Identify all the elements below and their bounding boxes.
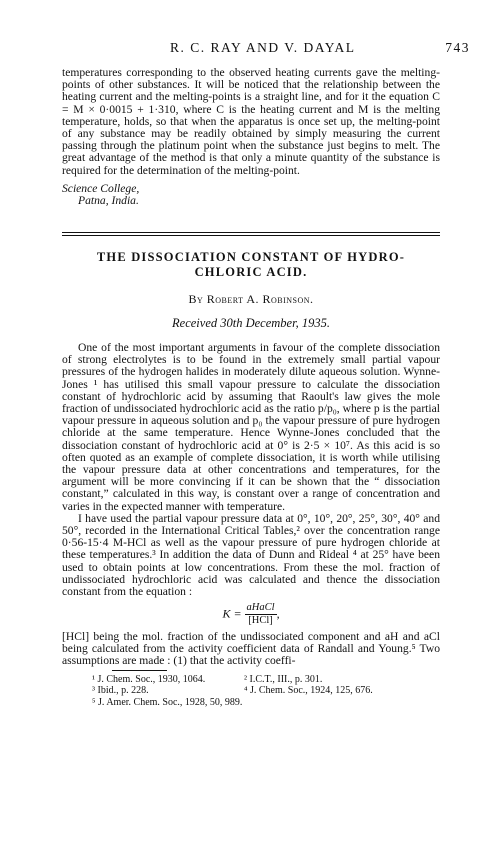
footnote-3: ³ Ibid., p. 228. <box>92 685 149 697</box>
received-date: Received 30th December, 1935. <box>172 316 330 330</box>
dissociation-equation <box>62 602 440 627</box>
address-line-2: Patna, India. <box>78 194 139 208</box>
footnote-1: ¹ J. Chem. Soc., 1930, 1064. <box>92 674 206 685</box>
footnotes <box>92 674 432 708</box>
article-title <box>62 250 440 280</box>
footnote-4: ⁴ J. Chem. Soc., 1924, 125, 676. <box>244 685 373 697</box>
footnote-rule <box>112 670 167 671</box>
address-line-1: Science College, <box>62 181 140 195</box>
footnote-2: ² I.C.T., III., p. 301. <box>244 674 323 685</box>
equation-denominator: [HCl] <box>248 615 273 627</box>
continued-paragraph: temperatures corresponding to the observed heating currents gave the melting-points of other substances. It will be noticed that the relationship between the heating current and the melting-points is a straight line, and for it the equation C = M × 0·0015 + 1·310, where C is the heating current and M is the melting temperature, holds, so that when the apparatus is once set up, the melting-point of any substance may be readily obtained by simply measuring the current passing through the platinum point when the substance just begins to melt. The great advantage of the method is that only a minute quantity of the substance is required for the determination of the melting-point. <box>62 66 440 177</box>
article-title-line-2: CHLORIC ACID. <box>194 265 308 279</box>
page-number: 743 <box>445 40 470 55</box>
paragraph-3: [HCl] being the mol. fraction of the undissociated component and aH and aCl being calculated from the activity coefficient data of Randall and Young.⁵ Two assumptions are made : (1) that the activity coeffi- <box>62 629 440 668</box>
equation-lhs: K = <box>222 606 242 621</box>
footnote-row <box>92 697 432 708</box>
running-header-authors: R. C. RAY AND V. DAYAL <box>170 40 356 55</box>
section-divider <box>62 232 440 236</box>
equation-numerator: aHaCl <box>245 602 277 615</box>
article-body <box>62 342 440 667</box>
footnote-row <box>92 674 432 685</box>
article-byline: By Robert A. Robinson. <box>188 292 314 306</box>
article-title-line-1: THE DISSOCIATION CONSTANT OF HYDRO- <box>96 250 406 264</box>
previous-article-end <box>62 67 440 207</box>
equation-trail: , <box>276 606 280 621</box>
paragraph-2: I have used the partial vapour pressure data at 0°, 10°, 20°, 25°, 30°, 40° and 50°, recorded in the International Critical Tables,² over the concentration range 0·56-15·4 M-HCl as well as the vapour pressure of pure hydrogen chloride at these temperatures.³ In addition the data of Dunn and Rideal ⁴ at 25° have been used to obtain points at low concentrations. From these the mol. fraction of undissociated hydrochloric acid was calculated and thence the dissociation constant from the equation : <box>62 511 440 599</box>
equation-fraction <box>245 602 277 627</box>
paragraph-1: One of the most important arguments in favour of the complete dissociation of strong electrolytes is to be found in the extremely small partial vapour pressures of the hydrogen halides in moderately dilute aqueous solution. Wynne-Jones ¹ has utilised this small vapour pressure to calculate the dissociation constant of hydrochloric acid by assuming that Raoult's law gives the mole fraction of undissociated hydrochloric acid as the ratio p/p₀, where p is the partial vapour pressure in aqueous solution and p₀ the vapour pressure of pure hydrogen chloride at the same temperature. Hence Wynne-Jones concluded that the dissociation constant of hydrochloric acid at 0° is 2·5 × 10⁷. As this acid is so often quoted as an example of complete dissociation, it is worth while utilising the vapour pressure data at other concentrations and temperatures, for the argument will be more convincing if it can be shown that the “ dissociation constant,” calculated in this way, is constant over a range of concentration and varies in the expected manner with temperature. <box>62 341 440 513</box>
footnote-row <box>92 685 432 696</box>
footnote-5: ⁵ J. Amer. Chem. Soc., 1928, 50, 989. <box>92 696 243 708</box>
author-address <box>62 183 440 207</box>
